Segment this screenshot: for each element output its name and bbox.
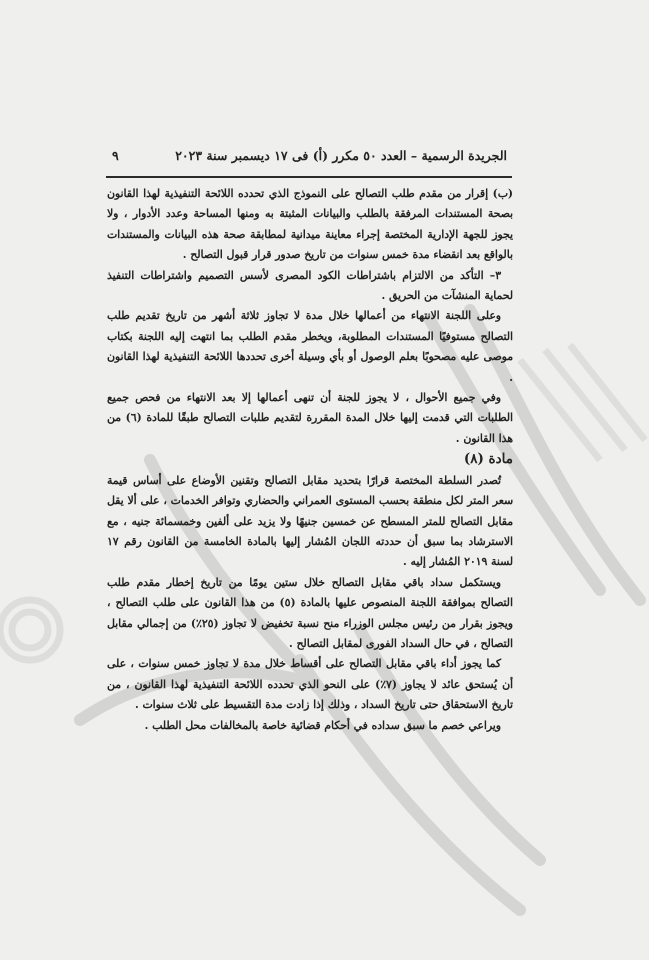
header-divider <box>106 176 512 178</box>
paragraph-all-cases: وفي جميع الأحوال ، لا يجوز للجنة أن تنهى أعمالها إلا بعد الانتهاء من فحص جميع الطلبات التي قدمت إليها خلال المدة المقررة لتقديم طلبات التصالح طبقًا للمادة (٦) من هذا القانون . <box>107 391 513 445</box>
article-body <box>107 184 513 736</box>
paragraph-deduction: ويراعي خصم ما سبق سداده في أحكام قضائية خاصة بالمخالفات محل الطلب . <box>144 718 501 732</box>
page-header <box>112 148 507 163</box>
paragraph-b-declaration: (ب) إقرار من مقدم طلب التصالح على النموذج الذي تحدده اللائحة التنفيذية لهذا القانون بصحة المستندات المرفقة بالطلب والبيانات المثبتة به ومنها المساحة وعدد الأدوار ، ولا يجوز للجهة الإدارية المختصة إجراء معاينة ميدانية لمطابقة صحة هذه البيانات والمستندات بالواقع بعد انقضاء مدة خمس سنوات من تاريخ صدور قرار قبول التصالح . <box>107 187 513 262</box>
paragraph-payment-sixty-days: ويستكمل سداد باقي مقابل التصالح خلال ستين يومًا من تاريخ إخطار مقدم طلب التصالح بموافقة اللجنة المنصوص عليها بالمادة (٥) من هذا القانون على طلب التصالح ، ويجوز بقرار من رئيس مجلس الوزراء منح نسبة تخفيض لا تجاوز (٢٥٪) من إجمالي مقابل التصالح ، في حال السداد الفورى لمقابل التصالح . <box>107 575 513 650</box>
paragraph-installments: كما يجوز أداء باقي مقابل التصالح على أقساط خلال مدة لا تجاوز خمس سنوات ، على أن يُستحق عائد لا يجاوز (٧٪) على النحو الذي تحدده اللائحة التنفيذية لهذا القانون ، من تاريخ الاستحقاق حتى تاريخ السداد ، وذلك إذا زادت مدة التقسيط على ثلاث سنوات . <box>107 657 513 712</box>
header-title: الجريدة الرسمية – العدد ٥٠ مكرر (أ) فى ١٧ ديسمبر سنة ٢٠٢٣ <box>175 148 507 163</box>
page-number: ٩ <box>112 148 119 163</box>
paragraph-3-fire-code: ٣– التأكد من الالتزام باشتراطات الكود المصرى لأسس التصميم واشتراطات التنفيذ لحماية المنشآت من الحريق . <box>107 268 513 303</box>
article-8-heading <box>107 449 513 470</box>
paragraph-price-decision: تُصدر السلطة المختصة قرارًا بتحديد مقابل التصالح وتقنين الأوضاع على أساس قيمة سعر المتر لكل منطقة بحسب المستوى العمراني والحضاري وتوافر الخدمات ، على ألا يقل مقابل التصالح للمتر المسطح عن خمسين جنيهًا ولا يزيد على ألفين وخمسمائة جنيه ، مع الاسترشاد بما سبق أن حددته اللجان المُشار إليها بالمادة الخامسة من القانون رقم ١٧ لسنة ٢٠١٩ المُشار إليه . <box>107 473 513 569</box>
paragraph-committee-deadline: وعلى اللجنة الانتهاء من أعمالها خلال مدة لا تجاوز ثلاثة أشهر من تاريخ تقديم طلب التصالح مستوفيًا المستندات المطلوبة، ويخطر مقدم الطلب بما انتهت إليه اللجنة بكتاب موصى عليه مصحوبًا بعلم الوصول أو بأي وسيلة أخرى تحددها اللائحة التنفيذية لهذا القانون . <box>107 309 513 384</box>
article-8-title: مادة (٨) <box>463 451 513 468</box>
